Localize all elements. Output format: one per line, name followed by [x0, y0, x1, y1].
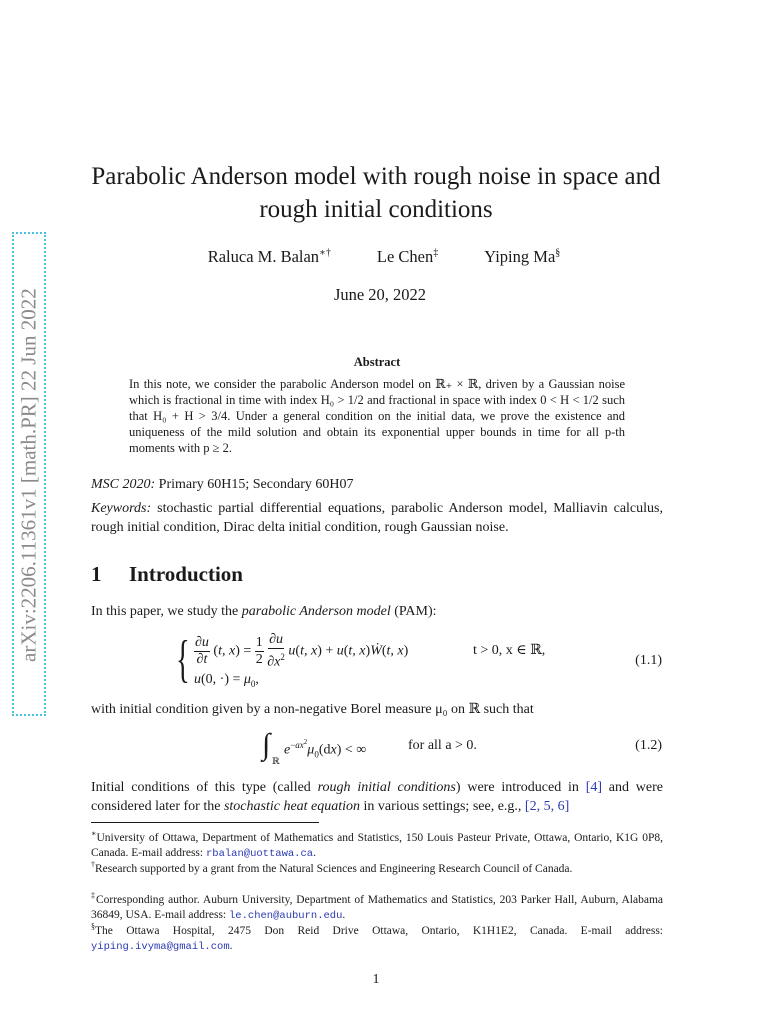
citation-link-2-5-6[interactable]: [2, 5, 6] [524, 799, 570, 814]
equation-moment-condition-qualifier: for all a > 0. [408, 738, 477, 753]
abstract-heading: Abstract [353, 355, 401, 369]
paper-date: June 20, 2022 [333, 285, 427, 304]
section-heading [91, 562, 243, 587]
keywords: Keywords: stochastic partial differential equations, parabolic Anderson model, Malliavin calculus, rough initial condition, Dirac delta initial condition, rough Gaussian noise. [91, 501, 663, 535]
intro-paragraph-1: In this paper, we study the parabolic Anderson model (PAM): [91, 604, 437, 619]
footnote-rule [91, 822, 319, 823]
section-number: 1 [91, 562, 102, 586]
page-number: 1 [372, 972, 380, 987]
intro-paragraph-2: with initial condition given by a non-negative Borel measure μ₀ on ℝ such that [91, 702, 534, 717]
footnote-1: ∗University of Ottawa, Department of Mathematics and Statistics, 150 Louis Pasteur Private, Ottawa, Ontario, K1G 0P8, Canada. E-mail address: rbalan@uottawa.ca. [91, 829, 663, 861]
footnote-2: †Research supported by a grant from the Natural Sciences and Engineering Research Council of Canada. [91, 860, 573, 875]
footnote-4: §The Ottawa Hospital, 2475 Don Reid Drive Ottawa, Ontario, K1H1E2, Canada. E-mail address: yiping.ivyma@gmail.com. [91, 922, 663, 954]
arxiv-identifier[interactable]: arXiv:2206.11361v1 [math.PR] 22 Jun 2022 [16, 288, 41, 662]
paper-title: Parabolic Anderson model with rough noise in space and rough initial conditions [91, 163, 661, 223]
equation-number-1-2: (1.2) [635, 738, 662, 753]
equation-moment-condition: ∫ ℝ $e^{-ax^2}\mu_0(dx)$ < ∞ for all a > 0. [262, 728, 477, 766]
abstract-body: In this note, we consider the parabolic Anderson model on ℝ₊ × ℝ, driven by a Gaussian noise which is fractional in time with index H₀ > 1/2 and fractional in space with index 0 < H < 1/2 such that H₀ + H > 3/4. Under a general condition on the initial data, we prove the existence and uniqueness of the mild solution and obtain its exponential upper bounds in time for all p-th moments with p ≥ 2. [129, 377, 625, 455]
equation-pam-condition: t > 0, x ∈ ℝ, [473, 643, 546, 658]
section-title: Introduction [129, 562, 243, 586]
author-2: Le Chen‡ [376, 247, 439, 266]
author-list [0, 247, 768, 267]
author-1: Raluca M. Balan∗† [207, 247, 331, 266]
citation-link-4[interactable]: [4] [585, 780, 603, 795]
equation-pam: { $\frac{\partial u}{\partial t}$ (t, x) = $\frac{1}{2}$ $\frac{\partial u}{\partial x^2}$ u(t, x) + u(t, x)Ẇ(t, x) u(0, ·) = $\mu_0$, t > 0, x ∈ ℝ, [176, 631, 546, 689]
equation-number-1-1: (1.1) [635, 653, 662, 668]
email-link-chen[interactable]: le.chen@auburn.edu [228, 910, 343, 923]
footnote-3: ‡Corresponding author. Auburn University, Department of Mathematics and Statistics, 203 Parker Hall, Auburn, Alabama 36849, USA. E-mail address: le.chen@auburn.edu. [91, 891, 664, 923]
author-3: Yiping Ma§ [484, 247, 561, 266]
email-link-balan[interactable]: rbalan@uottawa.ca [205, 848, 314, 861]
intro-paragraph-3: Initial conditions of this type (called rough initial conditions) were introduced in [4] and were considered later for the stochastic heat equation in various settings; see, e.g., [2, 5, 6] [91, 780, 664, 814]
msc-classification: MSC 2020: Primary 60H15; Secondary 60H07 [91, 477, 354, 492]
email-link-ma[interactable]: yiping.ivyma@gmail.com [91, 941, 230, 954]
